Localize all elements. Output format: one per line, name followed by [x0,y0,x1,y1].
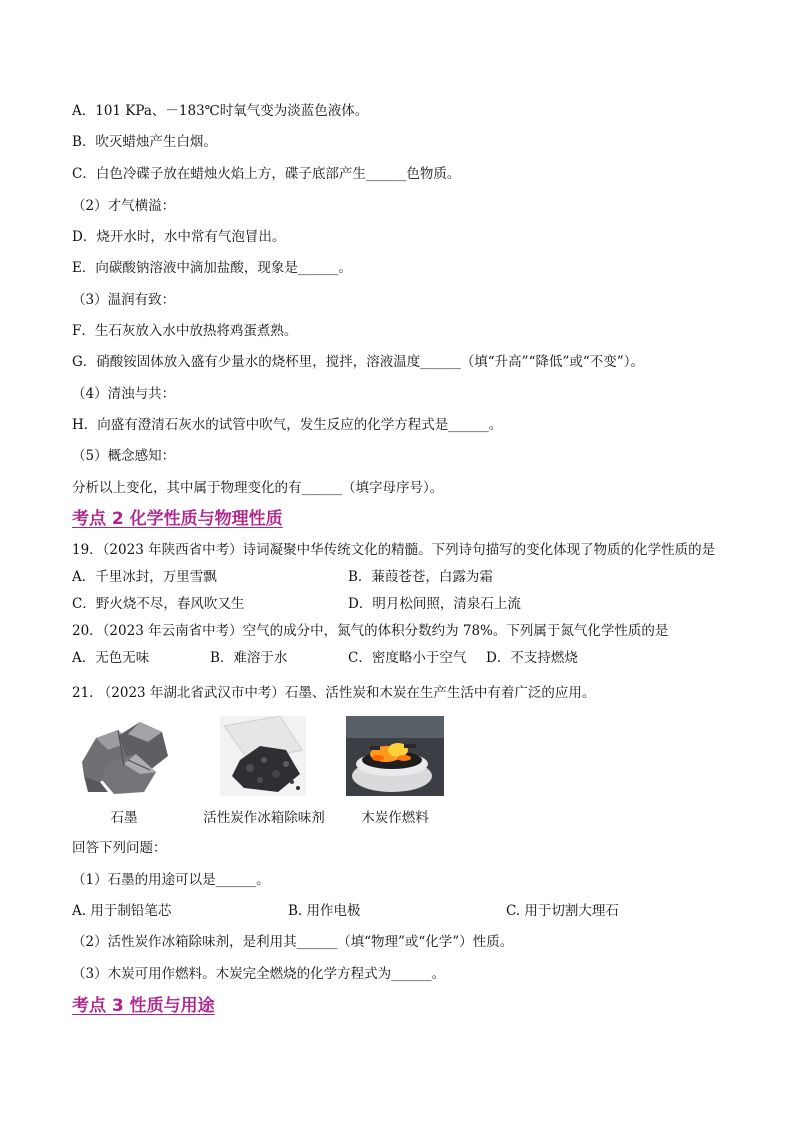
graphite-image [78,716,170,796]
section-heading-2: 考点 2 化学性质与物理性质 [72,509,283,529]
option-line-g: G．硝酸铵固体放入盛有少量水的烧杯里，搅拌，溶液温度______（填“升高”“降低”或“不变”）。 [72,354,644,370]
section-2-title: （2）才气横溢： [72,198,176,214]
q20-option-a: A．无色无味 [72,650,150,666]
section-4-title: （4）清浊与共： [72,386,176,402]
q19-option-d: D．明月松间照，清泉石上流 [348,596,521,612]
q19-option-c: C．野火烧不尽，春风吹又生 [72,596,245,612]
q20-option-d: D．不支持燃烧 [486,650,578,666]
q21-stem: 21. （2023 年湖北省武汉市中考）石墨、活性炭和木炭在生产生活中有着广泛的应用。 [72,685,596,701]
analysis-question: 分析以上变化，其中属于物理变化的有______（填字母序号）。 [72,480,444,496]
option-line-d: D．烧开水时，水中常有气泡冒出。 [72,229,286,245]
option-line-c: C．白色冷碟子放在蜡烛火焰上方，碟子底部产生______色物质。 [72,166,461,182]
q21-part-3: （3）木炭可用作燃料。木炭完全燃烧的化学方程式为______。 [72,966,446,982]
option-line-e: E．向碳酸钠溶液中滴加盐酸，现象是______。 [72,260,352,276]
q21-prompt: 回答下列问题： [72,840,167,856]
burning-charcoal-image [346,716,444,796]
section-heading-3: 考点 3 性质与用途 [72,996,215,1016]
q19-option-b: B．蒹葭苍苍，白露为霜 [348,569,493,585]
caption-charcoal: 木炭作燃料 [361,810,429,826]
q21-part-1-option-b: B. 用作电极 [288,903,361,919]
option-line-a: A．101 KPa、－183℃时氧气变为淡蓝色液体。 [72,103,369,119]
caption-graphite: 石墨 [110,810,138,826]
q21-part-1: （1）石墨的用途可以是______。 [72,872,270,888]
q21-part-2: （2）活性炭作冰箱除味剂，是利用其______（填“物理”或“化学”）性质。 [72,934,514,950]
option-line-f: F．生石灰放入水中放热将鸡蛋煮熟。 [72,323,298,339]
section-5-title: （5）概念感知： [72,448,176,464]
activated-carbon-image [220,716,306,796]
q20-option-c: C．密度略小于空气 [348,650,467,666]
q20-option-b: B．难溶于水 [210,650,288,666]
q21-part-1-option-a: A. 用于制铅笔芯 [72,903,172,919]
q19-option-a: A．千里冰封，万里雪飘 [72,569,217,585]
q19-stem: 19．（2023 年陕西省中考）诗词凝聚中华传统文化的精髓。下列诗句描写的变化体现了物质的化学性质的是 [72,542,716,558]
q21-part-1-option-c: C. 用于切割大理石 [506,903,619,919]
section-3-title: （3）温润有致： [72,292,176,308]
option-line-h: H．向盛有澄清石灰水的试管中吹气，发生反应的化学方程式是______。 [72,417,503,433]
caption-activated-carbon: 活性炭作冰箱除味剂 [203,810,325,826]
option-line-b: B．吹灭蜡烛产生白烟。 [72,134,217,150]
q20-stem: 20．（2023 年云南省中考）空气的成分中，氮气的体积分数约为 78%。下列属于氮气化学性质的是 [72,623,669,639]
